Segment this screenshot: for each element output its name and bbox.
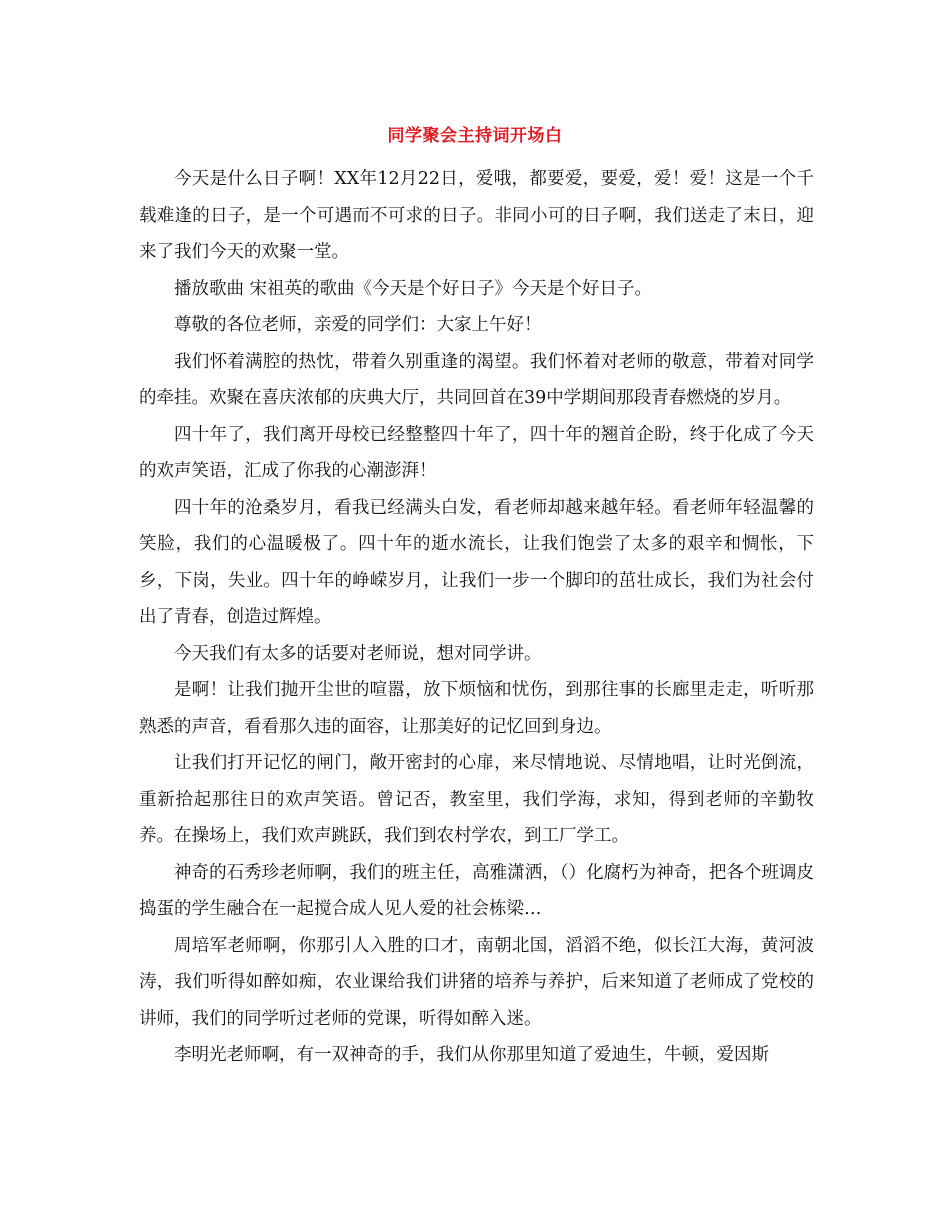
document-body [139, 161, 814, 1074]
paragraph: 周培军老师啊，你那引人入胜的口才，南朝北国，滔滔不绝，似长江大海，黄河波涛，我们听得如醉如痴，农业课给我们讲猪的培养与养护，后来知道了老师成了党校的讲师，我们的同学听过老师的党课，听得如醉入迷。 [139, 935, 814, 1029]
paragraph: 播放歌曲 宋祖英的歌曲《今天是个好日子》今天是个好日子。 [174, 278, 653, 299]
document-title: 同学聚会主持词开场白 [387, 126, 563, 146]
paragraph: 神奇的石秀珍老师啊，我们的班主任，高雅潇洒，（）化腐朽为神奇，把各个班调皮捣蛋的学生融合在一起搅合成人见人爱的社会栋梁… [139, 862, 814, 919]
paragraph: 四十年的沧桑岁月，看我已经满头白发，看老师却越来越年轻。看老师年轻温馨的笑脸，我们的心温暖极了。四十年的逝水流长，让我们饱尝了太多的艰辛和惆怅，下乡，下岗，失业。四十年的峥嵘岁月，让我们一步一个脚印的茁壮成长，我们为社会付出了青春，创造过辉煌。 [139, 497, 814, 627]
paragraph: 今天我们有太多的话要对老师说，想对同学讲。 [174, 643, 542, 664]
paragraph: 我们怀着满腔的热忱，带着久别重逢的渴望。我们怀着对老师的敬意，带着对同学的牵挂。欢聚在喜庆浓郁的庆典大厅，共同回首在39中学期间那段青春燃烧的岁月。 [139, 351, 814, 408]
paragraph: 李明光老师啊，有一双神奇的手，我们从你那里知道了爱迪生，牛顿，爱因斯 [174, 1045, 769, 1065]
paragraph: 四十年了，我们离开母校已经整整四十年了，四十年的翘首企盼，终于化成了今天的欢声笑语，汇成了你我的心潮澎湃！ [139, 424, 814, 481]
paragraph: 是啊！让我们抛开尘世的喧嚣，放下烦恼和忧伤，到那往事的长廊里走走，听听那熟悉的声音，看看那久违的面容，让那美好的记忆回到身边。 [139, 680, 814, 737]
paragraph: 尊敬的各位老师，亲爱的同学们：大家上午好！ [174, 315, 542, 335]
paragraph: 让我们打开记忆的闸门，敞开密封的心扉，来尽情地说、尽情地唱，让时光倒流，重新拾起那往日的欢声笑语。曾记否，教室里，我们学海，求知，得到老师的辛勤牧养。在操场上，我们欢声跳跃，我们到农村学农，到工厂学工。 [139, 753, 814, 846]
paragraph: 今天是什么日子啊！XX年12月22日，爱哦，都要爱，要爱，爱！爱！这是一个千载难逢的日子，是一个可遇而不可求的日子。非同小可的日子啊，我们送走了末日，迎来了我们今天的欢聚一堂。 [139, 169, 814, 262]
